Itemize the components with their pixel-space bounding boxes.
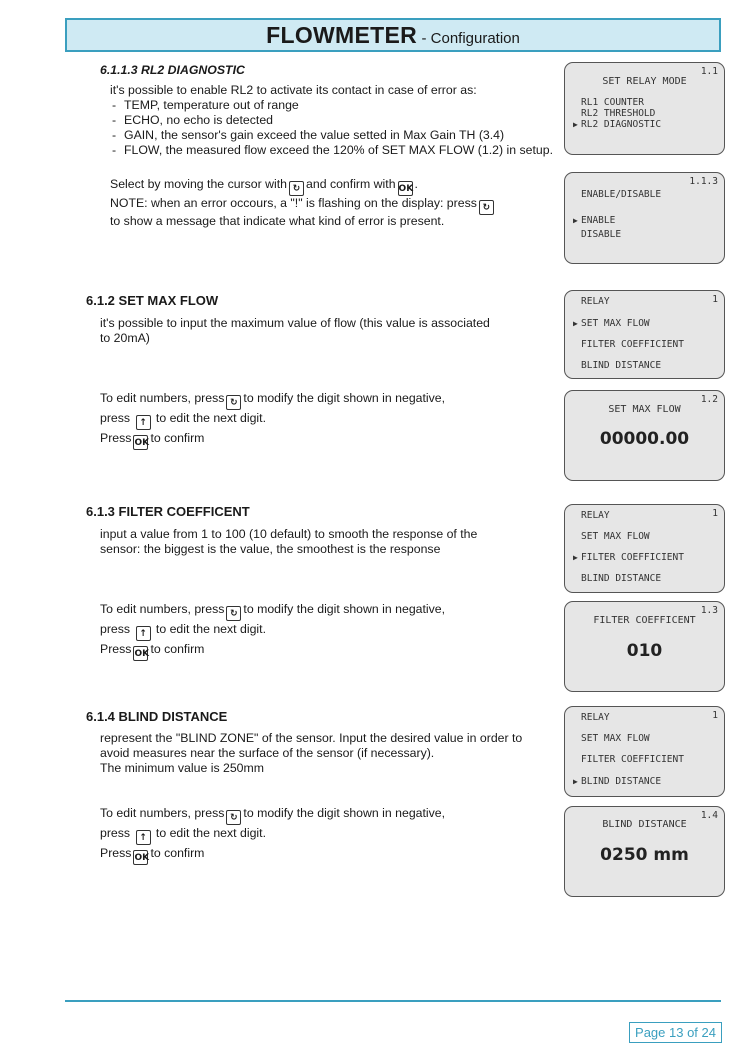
edit-text: Press xyxy=(100,846,132,860)
note-line xyxy=(110,196,496,215)
footer-divider xyxy=(65,1000,721,1002)
edit-text: press xyxy=(100,826,131,840)
lcd-value: 00000.00 xyxy=(599,429,690,449)
select-text-a: Select by moving the cursor with xyxy=(110,177,288,191)
lcd-number: 1.2 xyxy=(700,394,718,405)
edit-line-2 xyxy=(100,411,266,430)
lcd-number: 1.4 xyxy=(700,810,718,821)
ok-key-icon: OK xyxy=(133,435,148,450)
ok-key-icon: OK xyxy=(133,646,148,661)
rotate-key-icon: ↻ xyxy=(226,606,241,621)
lcd-item: RL1 COUNTER xyxy=(581,97,644,108)
ok-key-icon: OK xyxy=(398,181,413,196)
edit-text: to edit the next digit. xyxy=(155,411,266,425)
select-text-b: and confirm with xyxy=(306,177,396,191)
edit-text: press xyxy=(100,622,131,636)
page-number: Page 13 of 24 xyxy=(629,1022,722,1043)
lcd-item: DISABLE xyxy=(581,229,622,240)
rotate-key-icon: ↻ xyxy=(289,181,304,196)
set-max-flow-text-1: it's possible to input the maximum value of flow (this value is associated xyxy=(100,316,490,330)
edit-text: to modify the digit shown in negative, xyxy=(243,391,446,405)
ok-key-icon: OK xyxy=(133,850,148,865)
lcd-set-max-flow-value xyxy=(564,390,725,481)
edit-text: To edit numbers, press xyxy=(100,391,225,405)
lcd-item-selected: RL2 DIAGNOSTIC xyxy=(581,119,662,130)
lcd-title: BLIND DISTANCE xyxy=(602,819,687,830)
cursor-arrow-icon: ▶ xyxy=(573,319,578,328)
section-heading-set-max-flow: 6.1.2 SET MAX FLOW xyxy=(86,293,219,308)
cursor-arrow-icon: ▶ xyxy=(573,216,578,225)
section-heading-blind-distance: 6.1.4 BLIND DISTANCE xyxy=(86,709,228,724)
rotate-key-icon: ↻ xyxy=(226,810,241,825)
edit-text: Press xyxy=(100,431,132,445)
select-instruction: Select by moving the cursor with ↻ and confirm with OK. xyxy=(110,177,418,194)
lcd-title: SET RELAY MODE xyxy=(602,76,687,87)
filter-text-1: input a value from 1 to 100 (10 default) to smooth the response of the xyxy=(100,527,478,541)
lcd-value: 0250 mm xyxy=(600,845,689,865)
rotate-key-icon: ↻ xyxy=(479,200,494,215)
lcd-item: BLIND DISTANCE xyxy=(581,360,662,371)
edit-line-3 xyxy=(100,846,204,865)
edit-text: to modify the digit shown in negative, xyxy=(243,602,446,616)
lcd-item-selected: BLIND DISTANCE xyxy=(581,776,662,787)
blind-text-1: represent the "BLIND ZONE" of the sensor. Input the desired value in order to xyxy=(100,731,523,745)
lcd-blind-distance-value xyxy=(564,806,725,897)
edit-text: to modify the digit shown in negative, xyxy=(243,806,446,820)
list-item: - FLOW, the measured flow exceed the 120% of SET MAX FLOW (1.2) in setup. xyxy=(110,143,553,158)
lcd-number: 1.1 xyxy=(700,66,718,77)
edit-text: to confirm xyxy=(150,642,205,656)
edit-line-2 xyxy=(100,622,266,641)
edit-text: To edit numbers, press xyxy=(100,602,225,616)
edit-line-3 xyxy=(100,642,204,661)
cursor-arrow-icon: ▶ xyxy=(573,777,578,786)
error-list xyxy=(110,98,553,158)
lcd-value: 010 xyxy=(626,641,663,661)
edit-text: to edit the next digit. xyxy=(155,826,266,840)
lcd-title: SET MAX FLOW xyxy=(608,404,681,415)
lcd-item: RELAY xyxy=(581,296,610,307)
list-item: - ECHO, no echo is detected xyxy=(110,113,553,128)
up-arrow-key-icon: ↑ xyxy=(136,830,151,845)
edit-line-1 xyxy=(100,806,445,825)
edit-line-3 xyxy=(100,431,204,450)
lcd-number: 1.3 xyxy=(700,605,718,616)
lcd-number: 1 xyxy=(712,710,718,721)
section-heading-rl2-diagnostic: 6.1.1.3 RL2 DIAGNOSTIC xyxy=(100,63,245,77)
lcd-item: RELAY xyxy=(581,510,610,521)
lcd-item: RELAY xyxy=(581,712,610,723)
rotate-key-icon: ↻ xyxy=(226,395,241,410)
lcd-item-selected: SET MAX FLOW xyxy=(581,318,650,329)
lcd-enable-disable xyxy=(564,172,725,264)
lcd-menu-blind-distance xyxy=(564,706,725,797)
lcd-item-selected: FILTER COEFFICIENT xyxy=(581,552,684,563)
page-header xyxy=(65,18,721,52)
edit-text: press xyxy=(100,411,131,425)
list-item: - TEMP, temperature out of range xyxy=(110,98,553,113)
lcd-number: 1 xyxy=(712,294,718,305)
lcd-item-selected: ENABLE xyxy=(581,215,616,226)
edit-text: To edit numbers, press xyxy=(100,806,225,820)
lcd-item: FILTER COEFFICIENT xyxy=(581,339,684,350)
blind-text-2: avoid measures near the surface of the sensor (if necessary). xyxy=(100,746,435,760)
edit-text: to confirm xyxy=(150,431,205,445)
header-title: FLOWMETER xyxy=(266,22,418,48)
lcd-item: SET MAX FLOW xyxy=(581,733,650,744)
lcd-item: FILTER COEFFICIENT xyxy=(581,754,684,765)
cursor-arrow-icon: ▶ xyxy=(573,553,578,562)
filter-text-2: sensor: the biggest is the value, the smoothest is the response xyxy=(100,542,441,556)
up-arrow-key-icon: ↑ xyxy=(136,626,151,641)
section-heading-filter-coefficent: 6.1.3 FILTER COEFFICENT xyxy=(86,504,250,519)
lcd-number: 1.1.3 xyxy=(689,176,718,187)
edit-line-1 xyxy=(100,602,445,621)
rl2-intro: it's possible to enable RL2 to activate its contact in case of error as: xyxy=(110,83,477,97)
lcd-title: ENABLE/DISABLE xyxy=(581,189,662,200)
blind-text-3: The minimum value is 250mm xyxy=(100,761,265,775)
edit-text: Press xyxy=(100,642,132,656)
lcd-item: SET MAX FLOW xyxy=(581,531,650,542)
list-item: - GAIN, the sensor's gain exceed the value setted in Max Gain TH (3.4) xyxy=(110,128,553,143)
up-arrow-key-icon: ↑ xyxy=(136,415,151,430)
edit-text: to confirm xyxy=(150,846,205,860)
lcd-filter-coefficent-value xyxy=(564,601,725,692)
lcd-item: BLIND DISTANCE xyxy=(581,573,662,584)
edit-text: to edit the next digit. xyxy=(155,622,266,636)
note-text-b: to show a message that indicate what kind of error is present. xyxy=(110,214,445,228)
edit-line-1 xyxy=(100,391,445,410)
edit-line-2 xyxy=(100,826,266,845)
lcd-item: RL2 THRESHOLD xyxy=(581,108,656,119)
lcd-number: 1 xyxy=(712,508,718,519)
header-subtitle: - Configuration xyxy=(421,30,520,47)
set-max-flow-text-2: to 20mA) xyxy=(100,331,150,345)
lcd-menu-set-max-flow xyxy=(564,290,725,379)
lcd-title: FILTER COEFFICENT xyxy=(593,615,696,626)
lcd-menu-filter-coefficient xyxy=(564,504,725,593)
cursor-arrow-icon: ▶ xyxy=(573,120,578,129)
note-text-a: NOTE: when an error occours, a "!" is flashing on the display: press xyxy=(110,196,477,210)
lcd-set-relay-mode xyxy=(564,62,725,155)
